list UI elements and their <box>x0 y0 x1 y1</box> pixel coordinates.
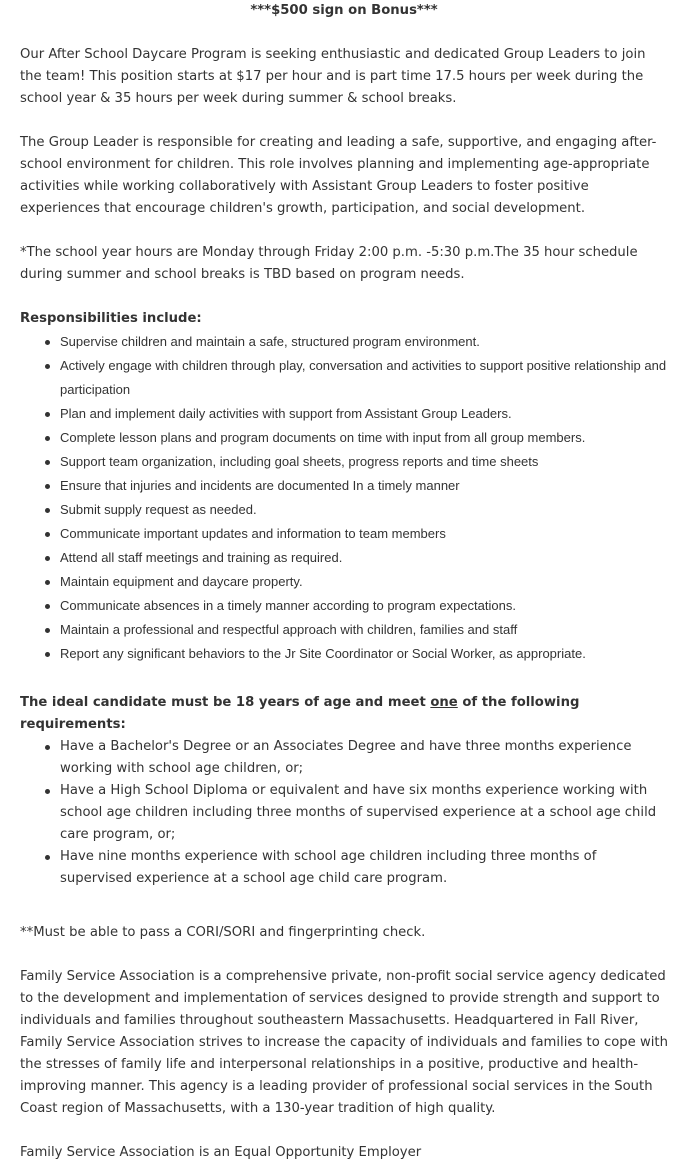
list-item: Complete lesson plans and program documents on time with input from all group members. <box>20 426 668 450</box>
list-item: Report any significant behaviors to the Jr Site Coordinator or Social Worker, as appropriate. <box>20 642 668 666</box>
bonus-banner: ***$500 sign on Bonus*** <box>250 3 438 18</box>
about-paragraph: Family Service Association is a comprehensive private, non-profit social service agency dedicated to the development and implementation of services designed to provide strength and support to individuals and families throughout southeastern Massachusetts. Headquartered in Fall River, Family Service Association strives to increase the capacity of individuals and families to cope with the stresses of family life and interpersonal relationships in a positive, productive and health-improving manner. This agency is a leading provider of professional social services in the South Coast region of Massachusetts, with a 130-year tradition of high quality. <box>20 969 668 1116</box>
role-paragraph: The Group Leader is responsible for creating and leading a safe, supportive, and engaging after-school environment for children. This role involves planning and implementing age-appropriate activities while working collaboratively with Assistant Group Leaders to foster positive experiences that encourage children's growth, participation, and social development. <box>20 135 657 216</box>
hours-paragraph: *The school year hours are Monday through Friday 2:00 p.m. -5:30 p.m.The 35 hour schedule during summer and school breaks is TBD based on program needs. <box>20 245 638 282</box>
list-item: Maintain equipment and daycare property. <box>20 570 668 594</box>
list-item: Have a High School Diploma or equivalent and have six months experience working with school age children including three months of supervised experience at a school age child care program, or; <box>20 780 668 846</box>
requirements-heading <box>20 692 668 736</box>
list-item: Ensure that injuries and incidents are documented In a timely manner <box>20 474 668 498</box>
list-item: Supervise children and maintain a safe, structured program environment. <box>20 330 668 354</box>
intro-paragraph: Our After School Daycare Program is seeking enthusiastic and dedicated Group Leaders to join the team! This position starts at $17 per hour and is part time 17.5 hours per week during the school year & 35 hours per week during summer & school breaks. <box>20 47 646 106</box>
background-check-note: **Must be able to pass a CORI/SORI and fingerprinting check. <box>20 925 426 940</box>
list-item: Submit supply request as needed. <box>20 498 668 522</box>
list-item: Maintain a professional and respectful approach with children, families and staff <box>20 618 668 642</box>
responsibilities-heading: Responsibilities include: <box>20 311 202 326</box>
list-item: Have a Bachelor's Degree or an Associates Degree and have three months experience working with school age children, or; <box>20 736 668 780</box>
list-item: Have nine months experience with school age children including three months of supervised experience at a school age child care program. <box>20 846 668 890</box>
equal-opportunity-statement: Family Service Association is an Equal Opportunity Employer <box>20 1145 422 1160</box>
requirements-list <box>20 736 668 890</box>
list-item: Actively engage with children through play, conversation and activities to support positive relationship and participation <box>20 354 668 402</box>
list-item: Communicate absences in a timely manner according to program expectations. <box>20 594 668 618</box>
requirements-heading-underlined: one <box>430 695 458 710</box>
list-item: Plan and implement daily activities with support from Assistant Group Leaders. <box>20 402 668 426</box>
requirements-heading-before: The ideal candidate must be 18 years of age and meet <box>20 695 431 710</box>
responsibilities-list <box>20 330 668 666</box>
list-item: Attend all staff meetings and training as required. <box>20 546 668 570</box>
list-item: Support team organization, including goal sheets, progress reports and time sheets <box>20 450 668 474</box>
requirements-heading-after: of the following requirements: <box>20 695 580 732</box>
list-item: Communicate important updates and information to team members <box>20 522 668 546</box>
